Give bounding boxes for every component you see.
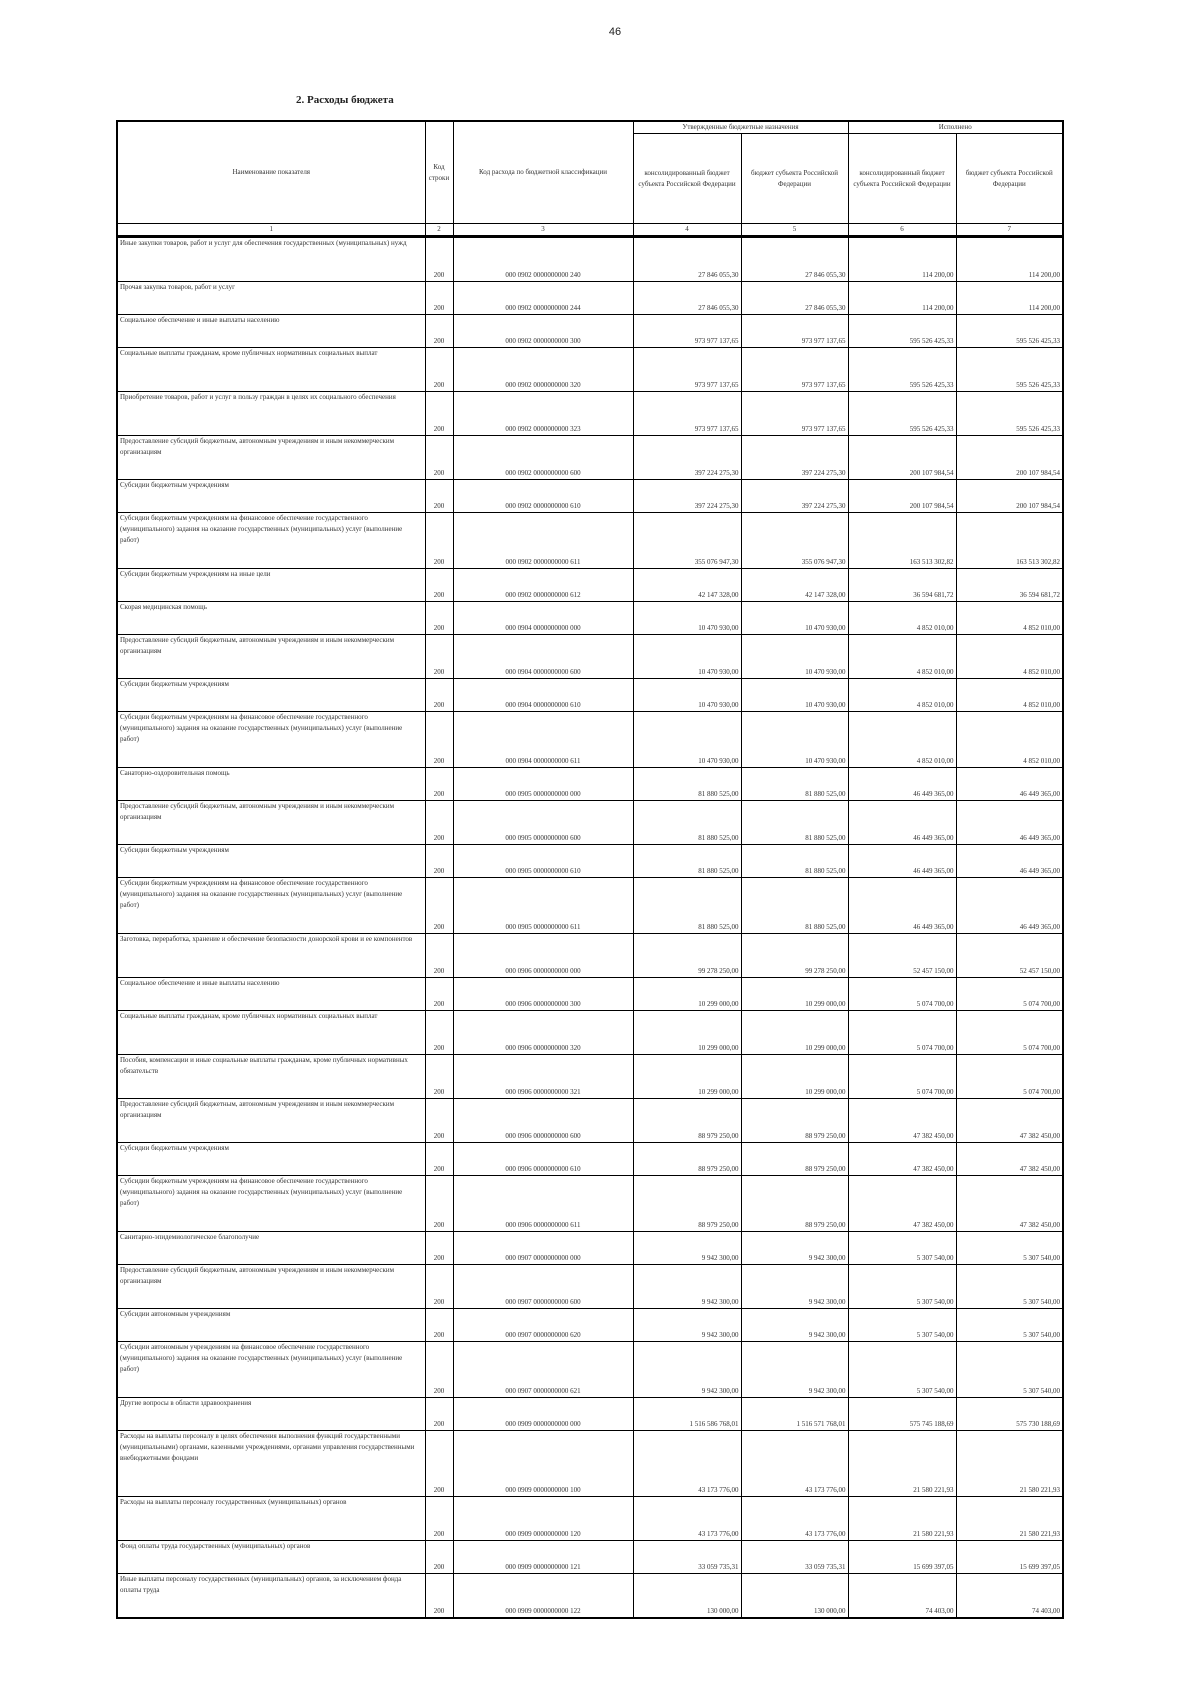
row-classification: 000 0905 0000000000 000 (453, 768, 633, 801)
row-name: Другие вопросы в области здравоохранения (117, 1398, 425, 1431)
row-name: Субсидии бюджетным учреждениям (117, 480, 425, 513)
approved-subject-value: 27 846 055,30 (741, 282, 848, 315)
executed-subject-value: 5 307 540,00 (956, 1232, 1063, 1265)
row-classification: 000 0904 0000000000 611 (453, 712, 633, 768)
expenses-table (116, 120, 1064, 1619)
table-row (117, 1541, 1063, 1574)
approved-consolidated-value: 9 942 300,00 (633, 1342, 741, 1398)
row-code: 200 (425, 282, 453, 315)
row-code: 200 (425, 1398, 453, 1431)
approved-subject-value: 81 880 525,00 (741, 768, 848, 801)
table-row (117, 1309, 1063, 1342)
row-name: Социальные выплаты гражданам, кроме публичных нормативных социальных выплат (117, 348, 425, 392)
column-number: 2 (425, 224, 453, 237)
table-row (117, 1342, 1063, 1398)
column-number: 1 (117, 224, 425, 237)
row-classification: 000 0906 0000000000 000 (453, 934, 633, 978)
approved-consolidated-value: 130 000,00 (633, 1574, 741, 1619)
approved-consolidated-value: 397 224 275,30 (633, 436, 741, 480)
row-name: Расходы на выплаты персоналу государственных (муниципальных) органов (117, 1497, 425, 1541)
executed-consolidated-value: 46 449 365,00 (848, 768, 956, 801)
executed-subject-value: 5 307 540,00 (956, 1265, 1063, 1309)
row-code: 200 (425, 569, 453, 602)
row-code: 200 (425, 237, 453, 282)
approved-consolidated-value: 9 942 300,00 (633, 1265, 741, 1309)
executed-subject-value: 595 526 425,33 (956, 392, 1063, 436)
executed-consolidated-value: 47 382 450,00 (848, 1143, 956, 1176)
approved-consolidated-value: 10 299 000,00 (633, 1011, 741, 1055)
row-classification: 000 0905 0000000000 600 (453, 801, 633, 845)
approved-consolidated-value: 43 173 776,00 (633, 1497, 741, 1541)
approved-subject-value: 42 147 328,00 (741, 569, 848, 602)
executed-subject-value: 4 852 010,00 (956, 602, 1063, 635)
approved-consolidated-value: 1 516 586 768,01 (633, 1398, 741, 1431)
row-name: Пособия, компенсации и иные социальные выплаты гражданам, кроме публичных нормативных обязательств (117, 1055, 425, 1099)
column-number: 6 (848, 224, 956, 237)
executed-consolidated-value: 595 526 425,33 (848, 348, 956, 392)
row-classification: 000 0902 0000000000 240 (453, 237, 633, 282)
row-classification: 000 0904 0000000000 610 (453, 679, 633, 712)
table-row (117, 480, 1063, 513)
approved-subject-value: 9 942 300,00 (741, 1232, 848, 1265)
row-name: Иные закупки товаров, работ и услуг для обеспечения государственных (муниципальных) нужд (117, 237, 425, 282)
table-row (117, 801, 1063, 845)
executed-consolidated-value: 4 852 010,00 (848, 602, 956, 635)
executed-consolidated-value: 36 594 681,72 (848, 569, 956, 602)
row-name: Санитарно-эпидемиологическое благополучие (117, 1232, 425, 1265)
approved-subject-value: 81 880 525,00 (741, 878, 848, 934)
approved-subject-value: 9 942 300,00 (741, 1265, 848, 1309)
row-classification: 000 0902 0000000000 611 (453, 513, 633, 569)
executed-subject-value: 74 403,00 (956, 1574, 1063, 1619)
executed-consolidated-value: 46 449 365,00 (848, 878, 956, 934)
table-row (117, 1099, 1063, 1143)
row-name: Субсидии бюджетным учреждениям (117, 679, 425, 712)
row-name: Предоставление субсидий бюджетным, автономным учреждениям и иным некоммерческим организациям (117, 436, 425, 480)
column-number-row (117, 224, 1063, 237)
row-code: 200 (425, 1055, 453, 1099)
table-row (117, 978, 1063, 1011)
row-name: Социальное обеспечение и иные выплаты населению (117, 978, 425, 1011)
row-name: Прочая закупка товаров, работ и услуг (117, 282, 425, 315)
row-code: 200 (425, 392, 453, 436)
row-name: Заготовка, переработка, хранение и обеспечение безопасности донорской крови и ее компонентов (117, 934, 425, 978)
executed-consolidated-value: 5 074 700,00 (848, 1055, 956, 1099)
row-classification: 000 0906 0000000000 611 (453, 1176, 633, 1232)
row-classification: 000 0902 0000000000 612 (453, 569, 633, 602)
row-classification: 000 0907 0000000000 621 (453, 1342, 633, 1398)
row-classification: 000 0905 0000000000 610 (453, 845, 633, 878)
executed-subject-value: 595 526 425,33 (956, 315, 1063, 348)
row-name: Иные выплаты персоналу государственных (муниципальных) органов, за исключением фонда оплаты труда (117, 1574, 425, 1619)
table-row (117, 1011, 1063, 1055)
row-classification: 000 0902 0000000000 610 (453, 480, 633, 513)
header-group-approved: Утвержденные бюджетные назначения (633, 121, 848, 134)
row-classification: 000 0907 0000000000 600 (453, 1265, 633, 1309)
row-name: Предоставление субсидий бюджетным, автономным учреждениям и иным некоммерческим организациям (117, 635, 425, 679)
approved-consolidated-value: 43 173 776,00 (633, 1431, 741, 1497)
table-row (117, 436, 1063, 480)
executed-consolidated-value: 47 382 450,00 (848, 1099, 956, 1143)
executed-subject-value: 163 513 302,82 (956, 513, 1063, 569)
executed-consolidated-value: 4 852 010,00 (848, 712, 956, 768)
approved-subject-value: 10 299 000,00 (741, 1011, 848, 1055)
row-name: Скорая медицинская помощь (117, 602, 425, 635)
row-code: 200 (425, 1431, 453, 1497)
approved-consolidated-value: 9 942 300,00 (633, 1232, 741, 1265)
executed-subject-value: 21 580 221,93 (956, 1497, 1063, 1541)
approved-subject-value: 10 470 930,00 (741, 602, 848, 635)
table-row (117, 712, 1063, 768)
executed-consolidated-value: 114 200,00 (848, 282, 956, 315)
executed-consolidated-value: 21 580 221,93 (848, 1431, 956, 1497)
header-row-code: Код строки (425, 121, 453, 224)
executed-consolidated-value: 52 457 150,00 (848, 934, 956, 978)
row-code: 200 (425, 878, 453, 934)
row-name: Субсидии бюджетным учреждениям на финансовое обеспечение государственного (муниципального) задания на оказание государственных (муниципальных) услуг (выполнение работ) (117, 712, 425, 768)
executed-consolidated-value: 46 449 365,00 (848, 801, 956, 845)
approved-subject-value: 973 977 137,65 (741, 315, 848, 348)
row-name: Предоставление субсидий бюджетным, автономным учреждениям и иным некоммерческим организациям (117, 1099, 425, 1143)
row-classification: 000 0909 0000000000 000 (453, 1398, 633, 1431)
approved-consolidated-value: 42 147 328,00 (633, 569, 741, 602)
approved-consolidated-value: 10 299 000,00 (633, 1055, 741, 1099)
table-row (117, 392, 1063, 436)
table-row (117, 1055, 1063, 1099)
executed-consolidated-value: 200 107 984,54 (848, 436, 956, 480)
approved-subject-value: 27 846 055,30 (741, 237, 848, 282)
executed-subject-value: 47 382 450,00 (956, 1099, 1063, 1143)
approved-consolidated-value: 10 470 930,00 (633, 712, 741, 768)
approved-consolidated-value: 10 299 000,00 (633, 978, 741, 1011)
approved-subject-value: 88 979 250,00 (741, 1143, 848, 1176)
header-executed-consolidated: консолидированный бюджет субъекта Российской Федерации (848, 134, 956, 224)
approved-consolidated-value: 355 076 947,30 (633, 513, 741, 569)
executed-subject-value: 46 449 365,00 (956, 845, 1063, 878)
executed-consolidated-value: 114 200,00 (848, 237, 956, 282)
row-code: 200 (425, 1232, 453, 1265)
approved-subject-value: 355 076 947,30 (741, 513, 848, 569)
table-row (117, 635, 1063, 679)
header-group-executed: Исполнено (848, 121, 1063, 134)
row-name: Санаторно-оздоровительная помощь (117, 768, 425, 801)
row-name: Предоставление субсидий бюджетным, автономным учреждениям и иным некоммерческим организациям (117, 801, 425, 845)
approved-consolidated-value: 397 224 275,30 (633, 480, 741, 513)
approved-subject-value: 10 470 930,00 (741, 679, 848, 712)
executed-consolidated-value: 5 307 540,00 (848, 1342, 956, 1398)
row-name: Субсидии бюджетным учреждениям (117, 1143, 425, 1176)
row-classification: 000 0907 0000000000 620 (453, 1309, 633, 1342)
table-row (117, 1431, 1063, 1497)
column-number: 7 (956, 224, 1063, 237)
row-classification: 000 0904 0000000000 600 (453, 635, 633, 679)
row-code: 200 (425, 348, 453, 392)
executed-subject-value: 5 307 540,00 (956, 1309, 1063, 1342)
row-code: 200 (425, 1497, 453, 1541)
approved-subject-value: 81 880 525,00 (741, 845, 848, 878)
approved-consolidated-value: 10 470 930,00 (633, 679, 741, 712)
executed-subject-value: 52 457 150,00 (956, 934, 1063, 978)
approved-consolidated-value: 973 977 137,65 (633, 392, 741, 436)
approved-consolidated-value: 27 846 055,30 (633, 282, 741, 315)
table-body (117, 237, 1063, 1619)
table-row (117, 1143, 1063, 1176)
executed-consolidated-value: 74 403,00 (848, 1574, 956, 1619)
approved-consolidated-value: 99 278 250,00 (633, 934, 741, 978)
approved-subject-value: 1 516 571 768,01 (741, 1398, 848, 1431)
executed-consolidated-value: 5 307 540,00 (848, 1309, 956, 1342)
row-classification: 000 0906 0000000000 320 (453, 1011, 633, 1055)
executed-subject-value: 114 200,00 (956, 237, 1063, 282)
header-approved-consolidated: консолидированный бюджет субъекта Российской Федерации (633, 134, 741, 224)
approved-subject-value: 397 224 275,30 (741, 480, 848, 513)
row-name: Субсидии автономным учреждениям (117, 1309, 425, 1342)
executed-consolidated-value: 200 107 984,54 (848, 480, 956, 513)
executed-subject-value: 200 107 984,54 (956, 480, 1063, 513)
column-number: 3 (453, 224, 633, 237)
executed-subject-value: 200 107 984,54 (956, 436, 1063, 480)
executed-subject-value: 4 852 010,00 (956, 635, 1063, 679)
row-name: Социальное обеспечение и иные выплаты населению (117, 315, 425, 348)
header-executed-subject: бюджет субъекта Российской Федерации (956, 134, 1063, 224)
approved-consolidated-value: 81 880 525,00 (633, 878, 741, 934)
table-row (117, 282, 1063, 315)
approved-subject-value: 81 880 525,00 (741, 801, 848, 845)
row-classification: 000 0906 0000000000 321 (453, 1055, 633, 1099)
approved-subject-value: 43 173 776,00 (741, 1431, 848, 1497)
executed-subject-value: 595 526 425,33 (956, 348, 1063, 392)
row-code: 200 (425, 315, 453, 348)
column-number: 4 (633, 224, 741, 237)
executed-consolidated-value: 46 449 365,00 (848, 845, 956, 878)
row-code: 200 (425, 1574, 453, 1619)
executed-consolidated-value: 5 307 540,00 (848, 1232, 956, 1265)
executed-consolidated-value: 5 074 700,00 (848, 978, 956, 1011)
row-name: Субсидии бюджетным учреждениям на финансовое обеспечение государственного (муниципального) задания на оказание государственных (муниципальных) услуг (выполнение работ) (117, 1176, 425, 1232)
approved-subject-value: 10 299 000,00 (741, 1055, 848, 1099)
row-classification: 000 0909 0000000000 120 (453, 1497, 633, 1541)
row-code: 200 (425, 1541, 453, 1574)
row-code: 200 (425, 1309, 453, 1342)
row-code: 200 (425, 480, 453, 513)
approved-consolidated-value: 81 880 525,00 (633, 845, 741, 878)
row-classification: 000 0909 0000000000 122 (453, 1574, 633, 1619)
executed-subject-value: 46 449 365,00 (956, 878, 1063, 934)
row-code: 200 (425, 436, 453, 480)
row-name: Фонд оплаты труда государственных (муниципальных) органов (117, 1541, 425, 1574)
row-code: 200 (425, 978, 453, 1011)
executed-consolidated-value: 21 580 221,93 (848, 1497, 956, 1541)
table-row (117, 237, 1063, 282)
approved-subject-value: 33 059 735,31 (741, 1541, 848, 1574)
approved-subject-value: 130 000,00 (741, 1574, 848, 1619)
executed-consolidated-value: 47 382 450,00 (848, 1176, 956, 1232)
row-name: Субсидии бюджетным учреждениям на финансовое обеспечение государственного (муниципального) задания на оказание государственных (муниципальных) услуг (выполнение работ) (117, 878, 425, 934)
section-title: 2. Расходы бюджета (296, 94, 394, 106)
executed-subject-value: 5 074 700,00 (956, 978, 1063, 1011)
executed-subject-value: 4 852 010,00 (956, 679, 1063, 712)
approved-subject-value: 973 977 137,65 (741, 392, 848, 436)
executed-subject-value: 575 730 188,69 (956, 1398, 1063, 1431)
executed-consolidated-value: 15 699 397,05 (848, 1541, 956, 1574)
executed-subject-value: 46 449 365,00 (956, 768, 1063, 801)
row-code: 200 (425, 768, 453, 801)
row-classification: 000 0909 0000000000 100 (453, 1431, 633, 1497)
approved-subject-value: 973 977 137,65 (741, 348, 848, 392)
table-row (117, 878, 1063, 934)
approved-consolidated-value: 27 846 055,30 (633, 237, 741, 282)
row-code: 200 (425, 1143, 453, 1176)
table-row (117, 569, 1063, 602)
row-name: Субсидии бюджетным учреждениям на финансовое обеспечение государственного (муниципального) задания на оказание государственных (муниципальных) услуг (выполнение работ) (117, 513, 425, 569)
executed-subject-value: 4 852 010,00 (956, 712, 1063, 768)
row-code: 200 (425, 934, 453, 978)
row-name: Субсидии автономным учреждениям на финансовое обеспечение государственного (муниципального) задания на оказание государственных (муниципальных) услуг (выполнение работ) (117, 1342, 425, 1398)
row-classification: 000 0906 0000000000 610 (453, 1143, 633, 1176)
approved-subject-value: 88 979 250,00 (741, 1099, 848, 1143)
row-classification: 000 0907 0000000000 000 (453, 1232, 633, 1265)
approved-consolidated-value: 88 979 250,00 (633, 1176, 741, 1232)
executed-subject-value: 47 382 450,00 (956, 1143, 1063, 1176)
approved-subject-value: 9 942 300,00 (741, 1342, 848, 1398)
approved-consolidated-value: 10 470 930,00 (633, 635, 741, 679)
executed-consolidated-value: 595 526 425,33 (848, 392, 956, 436)
row-code: 200 (425, 1265, 453, 1309)
executed-consolidated-value: 5 074 700,00 (848, 1011, 956, 1055)
row-classification: 000 0905 0000000000 611 (453, 878, 633, 934)
executed-consolidated-value: 4 852 010,00 (848, 679, 956, 712)
row-code: 200 (425, 513, 453, 569)
table-row (117, 845, 1063, 878)
row-name: Расходы на выплаты персоналу в целях обеспечения выполнения функций государственными (муниципальными) органами, казенными учреждениями, органами управления государственными внебюджетными фондами (117, 1431, 425, 1497)
table-row (117, 602, 1063, 635)
approved-consolidated-value: 9 942 300,00 (633, 1309, 741, 1342)
executed-subject-value: 36 594 681,72 (956, 569, 1063, 602)
page-number: 46 (608, 26, 622, 38)
row-code: 200 (425, 635, 453, 679)
executed-consolidated-value: 575 745 188,69 (848, 1398, 956, 1431)
executed-subject-value: 5 074 700,00 (956, 1055, 1063, 1099)
approved-consolidated-value: 81 880 525,00 (633, 768, 741, 801)
row-classification: 000 0906 0000000000 300 (453, 978, 633, 1011)
table-row (117, 1398, 1063, 1431)
table-row (117, 513, 1063, 569)
table-row (117, 768, 1063, 801)
row-classification: 000 0902 0000000000 300 (453, 315, 633, 348)
row-classification: 000 0906 0000000000 600 (453, 1099, 633, 1143)
table-row (117, 679, 1063, 712)
executed-subject-value: 47 382 450,00 (956, 1176, 1063, 1232)
row-name: Субсидии бюджетным учреждениям (117, 845, 425, 878)
row-classification: 000 0902 0000000000 320 (453, 348, 633, 392)
approved-subject-value: 10 299 000,00 (741, 978, 848, 1011)
row-code: 200 (425, 801, 453, 845)
row-code: 200 (425, 1099, 453, 1143)
row-name: Субсидии бюджетным учреждениям на иные цели (117, 569, 425, 602)
table-row (117, 1574, 1063, 1619)
executed-subject-value: 15 699 397,05 (956, 1541, 1063, 1574)
row-code: 200 (425, 1011, 453, 1055)
executed-consolidated-value: 163 513 302,82 (848, 513, 956, 569)
row-classification: 000 0902 0000000000 323 (453, 392, 633, 436)
approved-consolidated-value: 88 979 250,00 (633, 1099, 741, 1143)
row-name: Приобретение товаров, работ и услуг в пользу граждан в целях их социального обеспечения (117, 392, 425, 436)
approved-consolidated-value: 10 470 930,00 (633, 602, 741, 635)
table-row (117, 934, 1063, 978)
row-code: 200 (425, 712, 453, 768)
row-code: 200 (425, 602, 453, 635)
approved-subject-value: 10 470 930,00 (741, 712, 848, 768)
column-number: 5 (741, 224, 848, 237)
executed-consolidated-value: 595 526 425,33 (848, 315, 956, 348)
row-code: 200 (425, 1176, 453, 1232)
header-name: Наименование показателя (117, 121, 425, 224)
row-classification: 000 0902 0000000000 600 (453, 436, 633, 480)
approved-consolidated-value: 973 977 137,65 (633, 315, 741, 348)
executed-subject-value: 46 449 365,00 (956, 801, 1063, 845)
header-classification-code: Код расхода по бюджетной классификации (453, 121, 633, 224)
approved-subject-value: 9 942 300,00 (741, 1309, 848, 1342)
approved-consolidated-value: 33 059 735,31 (633, 1541, 741, 1574)
row-classification: 000 0904 0000000000 000 (453, 602, 633, 635)
row-code: 200 (425, 845, 453, 878)
table-row (117, 1232, 1063, 1265)
row-code: 200 (425, 679, 453, 712)
table-row (117, 1497, 1063, 1541)
row-name: Предоставление субсидий бюджетным, автономным учреждениям и иным некоммерческим организациям (117, 1265, 425, 1309)
executed-consolidated-value: 5 307 540,00 (848, 1265, 956, 1309)
approved-consolidated-value: 973 977 137,65 (633, 348, 741, 392)
executed-consolidated-value: 4 852 010,00 (848, 635, 956, 679)
header-approved-subject: бюджет субъекта Российской Федерации (741, 134, 848, 224)
row-classification: 000 0909 0000000000 121 (453, 1541, 633, 1574)
executed-subject-value: 21 580 221,93 (956, 1431, 1063, 1497)
approved-subject-value: 43 173 776,00 (741, 1497, 848, 1541)
table-row (117, 315, 1063, 348)
approved-consolidated-value: 81 880 525,00 (633, 801, 741, 845)
table-row (117, 1265, 1063, 1309)
approved-consolidated-value: 88 979 250,00 (633, 1143, 741, 1176)
row-name: Социальные выплаты гражданам, кроме публичных нормативных социальных выплат (117, 1011, 425, 1055)
row-classification: 000 0902 0000000000 244 (453, 282, 633, 315)
approved-subject-value: 88 979 250,00 (741, 1176, 848, 1232)
table-row (117, 348, 1063, 392)
table-row (117, 1176, 1063, 1232)
executed-subject-value: 114 200,00 (956, 282, 1063, 315)
executed-subject-value: 5 307 540,00 (956, 1342, 1063, 1398)
approved-subject-value: 397 224 275,30 (741, 436, 848, 480)
approved-subject-value: 99 278 250,00 (741, 934, 848, 978)
executed-subject-value: 5 074 700,00 (956, 1011, 1063, 1055)
row-code: 200 (425, 1342, 453, 1398)
approved-subject-value: 10 470 930,00 (741, 635, 848, 679)
